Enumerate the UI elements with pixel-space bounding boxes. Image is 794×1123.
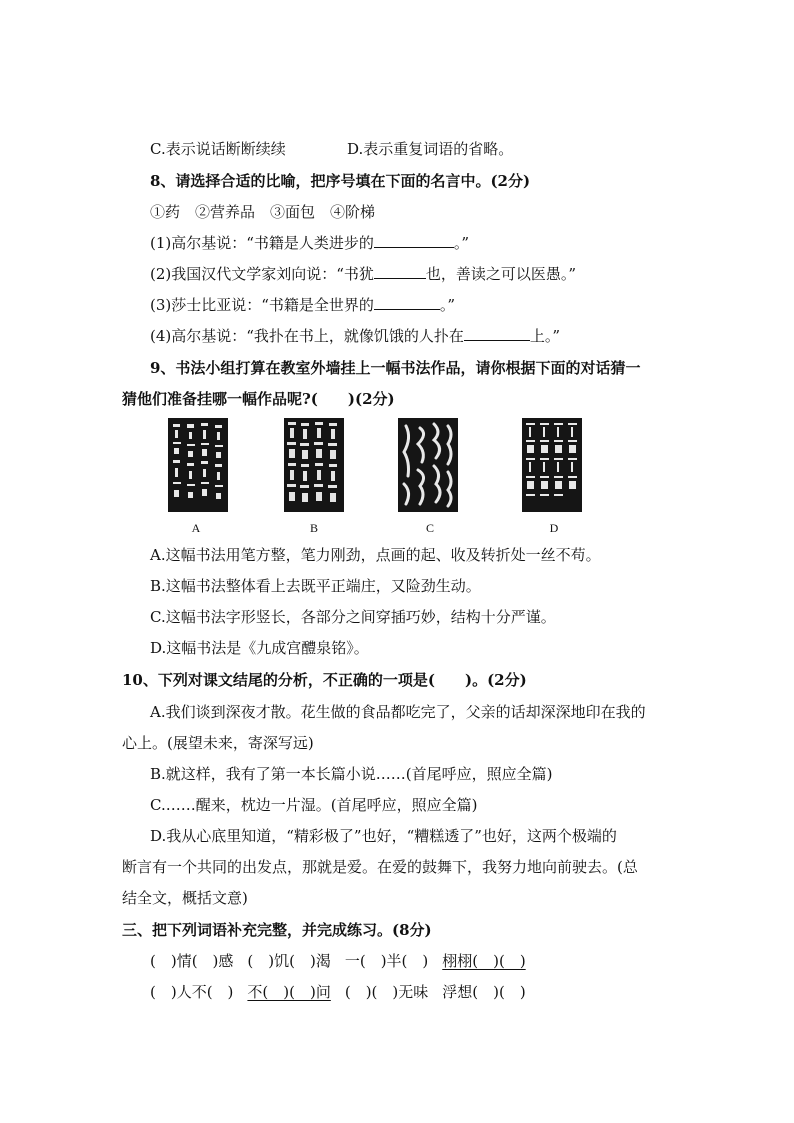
word-row-2: [150, 982, 526, 1002]
caption-a: A: [191, 521, 201, 535]
q8-s2-text-b: 也，善读之可以医愚。”: [425, 265, 577, 283]
q10-option-a-line-1: A.我们谈到深夜才散。花生做的食品都吃完了，父亲的话却深深地印在我的: [150, 703, 646, 721]
q8-choices: ①药 ②营养品 ③面包 ④阶梯: [150, 203, 376, 221]
answer-blank[interactable]: [374, 233, 454, 248]
q10-option-c: C.……醒来，枕边一片湿。(首尾呼应，照应全篇): [150, 796, 478, 814]
word-1-3[interactable]: 一( )半( ): [344, 952, 429, 970]
q7-option-d: D.表示重复词语的省略。: [347, 140, 514, 158]
word-1-2[interactable]: ( )饥( )渴: [247, 952, 331, 970]
q8-s1-text-a: (1)高尔基说：“书籍是人类进步的: [150, 234, 374, 252]
q8-s3-text-a: (3)莎士比亚说：“书籍是全世界的: [150, 296, 374, 314]
q8-s1-text-b: 。”: [453, 234, 470, 252]
q9-option-b: B.这幅书法整体看上去既平正端庄，又险劲生动。: [150, 577, 481, 595]
word-1-4[interactable]: 栩栩( )( ): [442, 952, 526, 970]
q8-title: 8、请选择合适的比喻，把序号填在下面的名言中。(2分): [150, 172, 531, 190]
calligraphy-image-d: [522, 418, 582, 512]
word-1-1[interactable]: ( )情( )感: [150, 952, 234, 970]
word-2-4[interactable]: 浮想( )( ): [442, 983, 526, 1001]
calligraphy-image-a: [168, 418, 228, 512]
q8-s3-text-b: 。”: [439, 296, 456, 314]
word-2-2[interactable]: 不( )( )问: [247, 983, 331, 1001]
word-2-1[interactable]: ( )人不( ): [150, 983, 234, 1001]
q10-option-d-line-1: D.我从心底里知道，“精彩极了”也好，“糟糕透了”也好，这两个极端的: [150, 827, 617, 845]
caption-c: C: [425, 521, 434, 535]
calligraphy-image-c: [398, 418, 458, 512]
q10-option-d-line-3: 结全文，概括文意): [122, 889, 248, 907]
q10-option-b: B.就这样，我有了第一本长篇小说……(首尾呼应，照应全篇): [150, 765, 553, 783]
q8-sentence-1: [150, 233, 469, 253]
answer-blank[interactable]: [464, 326, 530, 341]
q8-sentence-2: [150, 264, 576, 284]
q8-s2-text-a: (2)我国汉代文学家刘向说：“书犹: [150, 265, 374, 283]
q9-title-line-1: 9、书法小组打算在教室外墙挂上一幅书法作品，请你根据下面的对话猜一: [150, 359, 641, 377]
q9-option-d: D.这幅书法是《九成宫醴泉铭》。: [150, 639, 369, 657]
q9-option-a: A.这幅书法用笔方整，笔力刚劲，点画的起、收及转折处一丝不苟。: [150, 546, 601, 564]
answer-blank[interactable]: [374, 295, 440, 310]
answer-blank[interactable]: [374, 264, 426, 279]
caption-d: D: [549, 521, 559, 535]
q9-title-line-2: 猜他们准备挂哪一幅作品呢?( )(2分): [122, 390, 395, 408]
q10-option-a-line-2: 心上。(展望未来，寄深写远): [122, 734, 314, 752]
q8-s4-text-a: (4)高尔基说：“我扑在书上，就像饥饿的人扑在: [150, 327, 464, 345]
q7-option-c: C.表示说话断断续续: [150, 140, 286, 158]
q8-s4-text-b: 上。”: [529, 327, 561, 345]
q10-title: 10、下列对课文结尾的分析，不正确的一项是( )。(2分): [122, 671, 527, 689]
section3-title: 三、把下列词语补充完整，并完成练习。(8分): [122, 921, 432, 939]
q10-option-d-line-2: 断言有一个共同的出发点，那就是爱。在爱的鼓舞下，我努力地向前驶去。(总: [122, 858, 638, 876]
word-2-3[interactable]: ( )( )无味: [344, 983, 429, 1001]
q8-sentence-4: [150, 326, 560, 346]
q9-option-c: C.这幅书法字形竖长，各部分之间穿插巧妙，结构十分严谨。: [150, 608, 556, 626]
q8-sentence-3: [150, 295, 455, 315]
word-row-1: [150, 951, 526, 971]
calligraphy-image-b: [284, 418, 344, 512]
caption-b: B: [309, 521, 318, 535]
